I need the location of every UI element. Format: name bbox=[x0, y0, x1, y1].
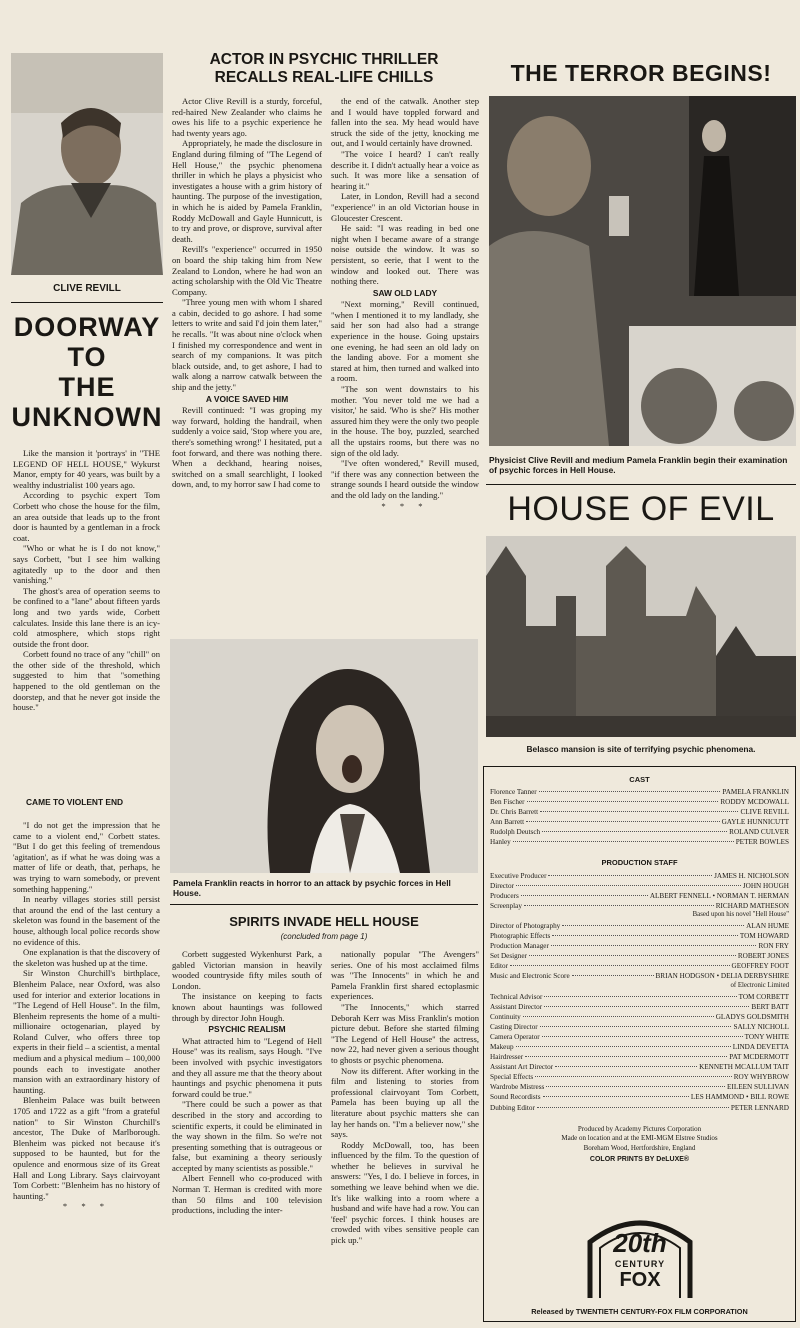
cast-list bbox=[490, 787, 789, 848]
credit-name: PETER BOWLES bbox=[735, 838, 789, 847]
credit-role: Photographic Effects bbox=[490, 932, 551, 941]
credit-name: PAT MCDERMOTT bbox=[729, 1053, 789, 1062]
credit-row bbox=[490, 1042, 789, 1052]
paragraph: "The son went downstairs to his mother. 'You never told me we had a visitor,' he said. 'Who is she?' His mother assured him they were the only two people in the house. The boy, puzzled, searched all the upstairs rooms, but there was no sign of the old lady. bbox=[331, 384, 479, 458]
terror-headline: THE TERROR BEGINS! bbox=[510, 60, 772, 86]
credit-row bbox=[490, 1062, 789, 1072]
paragraph: "Who or what he is I do not know," says Corbett, "but I see him walking agitatedly up to the door and then vanishing." bbox=[13, 543, 160, 586]
paragraph: Later, in London, Revill had a second "experience" in an old Victorian house in Gloucester Crescent. bbox=[331, 191, 479, 223]
credit-row bbox=[490, 1002, 789, 1012]
leader-dots bbox=[516, 885, 741, 886]
credit-row bbox=[490, 797, 789, 807]
leader-dots bbox=[510, 965, 730, 966]
credit-name: BERT BATT bbox=[751, 1002, 789, 1011]
screenplay-note: Based upon his novel "Hell House" bbox=[692, 910, 789, 918]
credit-name: BRIAN HODGSON • DELIA DERBYSHIRE bbox=[655, 972, 789, 981]
paragraph: Sir Winston Churchill's birthplace, Blenheim Palace, near Oxford, was also used for interior and exterior locations in "The Legend of Hell House". In the film, Blenheim represents the home of a multi-millionaire octogenarian, played by Roland Culver, who offers three top experts in their field – a scientist, a mental medium and a physical medium – 100,000 pounds each to investigate another mansion with an extraordinary history of haunting. bbox=[13, 968, 160, 1095]
paragraph: Corbett suggested Wykenhurst Park, a gabled Victorian mansion in heavily wooded countryside fifty miles south of London. bbox=[172, 949, 322, 991]
voice-saved-subhead: A VOICE SAVED HIM bbox=[205, 393, 289, 404]
credit-row bbox=[490, 881, 789, 891]
released-by: Released by TWENTIETH CENTURY-FOX FILM CORPORATION bbox=[531, 1307, 748, 1316]
headline-line-4: UNKNOWN bbox=[11, 402, 163, 432]
leader-dots bbox=[535, 1076, 732, 1077]
saw-old-lady-subhead: SAW OLD LADY bbox=[372, 287, 438, 298]
leader-dots bbox=[529, 955, 736, 956]
credit-row bbox=[490, 931, 789, 941]
actor-headline-line-2: RECALLS REAL-LIFE CHILLS bbox=[214, 69, 434, 86]
franklin-caption: Pamela Franklin reacts in horror to an attack by psychic forces in Hell House. bbox=[173, 878, 451, 898]
paragraph: Actor Clive Revill is a sturdy, forceful, red-haired New Zealander who claims he owes his life to a psychic experience he had twenty years ago. bbox=[172, 96, 322, 138]
clive-revill-caption: CLIVE REVILL bbox=[53, 283, 121, 294]
credit-name: RICHARD MATHESON bbox=[715, 901, 789, 910]
credit-name: TONY WHITE bbox=[744, 1032, 789, 1041]
paragraph: Corbett found no trace of any "chill" on the other side of the threshold, which suggested to him that "something happened to the old gentleman on the doorstep, and that he never got inside the house." bbox=[13, 649, 160, 713]
leader-dots bbox=[527, 801, 719, 802]
credits-box bbox=[483, 766, 796, 1322]
staff-title: PRODUCTION STAFF bbox=[601, 857, 678, 867]
paragraph: "I've often wondered," Revill mused, "if there was any connection between the strange sounds I heard outside the window and the old lady on the landing." bbox=[331, 458, 479, 500]
credit-row bbox=[490, 891, 789, 901]
logo-fox: FOX bbox=[619, 1269, 661, 1291]
paragraph: According to psychic expert Tom Corbett who chose the house for the film, an area outside that leads up to the front door is haunted by a gentleman in a frock coat. bbox=[13, 490, 160, 543]
evil-caption: Belasco mansion is site of terrifying psychic phenomena. bbox=[526, 744, 756, 754]
terror-image bbox=[489, 96, 796, 446]
leader-dots bbox=[551, 945, 757, 946]
credit-row bbox=[490, 1072, 789, 1082]
paragraph: Revill continued: "I was groping my way forward, holding the handrail, when suddenly a voice said, 'Stop where you are, there's something wrong!' I hesitated, put a foot forward, and there was nothing there. When a deckhand, hearing noises, switched on a small searchlight, I looked down, and, to my horror saw I had come to bbox=[172, 405, 322, 490]
logo-century: CENTURY bbox=[614, 1259, 666, 1269]
credit-role: Sound Recordists bbox=[490, 1093, 541, 1102]
doorway-headline bbox=[11, 312, 163, 432]
credit-name: RON FRY bbox=[758, 942, 789, 951]
violent-end-subhead: CAME TO VIOLENT END bbox=[26, 797, 124, 807]
leader-dots bbox=[544, 996, 736, 997]
credit-row bbox=[490, 1022, 789, 1032]
credit-role: Rudolph Deutsch bbox=[490, 828, 541, 837]
credit-row bbox=[490, 807, 789, 817]
logo-20th: 20th bbox=[613, 1228, 667, 1258]
leader-dots bbox=[548, 875, 712, 876]
credit-role: Screenplay bbox=[490, 901, 522, 910]
credit-row bbox=[490, 961, 789, 971]
credit-name: GEOFFREY FOOT bbox=[731, 962, 789, 971]
paragraph: "Next morning," Revill continued, "when I mentioned it to my landlady, she said her son had also had a strange experience in the house. Going upstairs one evening, he had seen an old lady on the landing above. For a moment she stared at him, then turned and walked into a room. bbox=[331, 299, 479, 384]
headline-line-1: DOORWAY bbox=[13, 312, 161, 342]
leader-dots bbox=[523, 1016, 714, 1017]
credit-name: TOM CORBETT bbox=[738, 992, 789, 1001]
production-info bbox=[490, 1125, 789, 1165]
paragraph: He said: "I was reading in bed one night when I became aware of a strange noise outside the window. It was so persistent, so eerie, that I went to the window and looked out. There was nothing there. bbox=[331, 223, 479, 287]
credit-name: ROY WHYBROW bbox=[733, 1073, 789, 1082]
credit-role: Editor bbox=[490, 962, 508, 971]
right-divider bbox=[486, 484, 796, 485]
credit-name: LES HAMMOND • BILL ROWE bbox=[690, 1093, 789, 1102]
credit-role: Dubbing Editor bbox=[490, 1103, 535, 1112]
left-divider bbox=[11, 302, 163, 303]
psychic-realism-subhead: PSYCHIC REALISM bbox=[208, 1024, 286, 1035]
credit-role: Special Effects bbox=[490, 1073, 534, 1082]
music-note: of Electronic Limited bbox=[730, 981, 789, 989]
actor-article-col-2 bbox=[331, 96, 479, 511]
credit-name: ALAN HUME bbox=[746, 921, 789, 930]
credit-name: SALLY NICHOLL bbox=[733, 1022, 789, 1031]
color-prints: COLOR PRINTS BY DeLUXE® bbox=[589, 1156, 690, 1164]
credit-role: Hairdresser bbox=[490, 1053, 524, 1062]
credit-row bbox=[490, 951, 789, 961]
franklin-image bbox=[170, 639, 478, 873]
credit-role: Makeup bbox=[490, 1042, 514, 1051]
credit-name: KENNETH MCALLUM TAIT bbox=[699, 1063, 789, 1072]
leader-dots bbox=[546, 1086, 725, 1087]
credit-row bbox=[490, 787, 789, 797]
credit-row bbox=[490, 1052, 789, 1062]
leader-dots bbox=[562, 925, 744, 926]
clive-revill-photo bbox=[11, 53, 163, 275]
doorway-article-body bbox=[13, 448, 160, 713]
credit-role: Set Designer bbox=[490, 952, 527, 961]
cast-title: CAST bbox=[629, 775, 650, 784]
credit-role: Technical Advisor bbox=[490, 992, 543, 1001]
paragraph: Blenheim Palace was built between 1705 and 1722 as a gift "from a grateful nation" to Sir Winston Churchill's ancestor, The Duke of Marlborough. Blenheim was picked not because it's supposed to be haunted, but for the opulence and enormous size of its Great Hall and Long Library. Says clairvoyant Tom Corbett: "Blenheim has no history of haunting." bbox=[13, 1095, 160, 1201]
doorway-article-body-2 bbox=[13, 820, 160, 1212]
spirits-article-col-2 bbox=[331, 949, 479, 1246]
spirits-article-col-1 bbox=[172, 949, 322, 1216]
credit-role: Camera Operator bbox=[490, 1032, 540, 1041]
credit-row bbox=[490, 901, 789, 911]
credit-role: Assistant Director bbox=[490, 1002, 543, 1011]
credit-name: ROBERT JONES bbox=[737, 952, 789, 961]
paragraph: "Three young men with whom I shared a cabin, decided to go ashore. I had some letters to write and said I'd join them later," he recalls. "It was about nine o'clock when I finished my correspondence and went in search of my companions. It was pitch black outside, and, to get ashore, I had to walk along a narrow catwalk between the ship and the jetty." bbox=[172, 297, 322, 393]
credit-name: TOM HOWARD bbox=[739, 932, 789, 941]
credit-row bbox=[490, 971, 789, 981]
leader-dots bbox=[543, 1096, 689, 1097]
mid-divider bbox=[170, 904, 478, 905]
leader-dots bbox=[552, 935, 737, 936]
leader-dots bbox=[526, 821, 719, 822]
credit-name: ROLAND CULVER bbox=[729, 828, 789, 837]
credit-role: Ben Fischer bbox=[490, 798, 525, 807]
leader-dots bbox=[555, 1066, 697, 1067]
made-on-location: Made on location and at the EMI-MGM Elstree Studios bbox=[561, 1134, 718, 1143]
credit-role: Assistant Art Director bbox=[490, 1063, 554, 1072]
paragraph: "The voice I heard? I can't really describe it. I didn't actually hear a voice as such. It was more like a sensation of hearing it." bbox=[331, 148, 479, 191]
paragraph: One explanation is that the discovery of the skeleton was hushed up at the time. bbox=[13, 947, 160, 968]
credit-row bbox=[490, 837, 789, 847]
spirits-headline: SPIRITS INVADE HELL HOUSE bbox=[229, 914, 419, 929]
credit-role: Director of Photography bbox=[490, 921, 561, 930]
credit-row bbox=[490, 1103, 789, 1113]
credit-name: JOHN HOUGH bbox=[742, 881, 789, 890]
portrait-image bbox=[11, 53, 163, 275]
mansion-image bbox=[486, 536, 796, 737]
leader-dots bbox=[540, 1026, 732, 1027]
location: Boreham Wood, Hertfordshire, England bbox=[583, 1143, 696, 1152]
credit-row bbox=[490, 992, 789, 1002]
leader-dots bbox=[537, 1107, 729, 1108]
credit-name: PAMELA FRANKLIN bbox=[722, 788, 789, 796]
actor-headline bbox=[170, 51, 478, 87]
credit-role: Dr. Chris Barrett bbox=[490, 808, 539, 817]
headline-line-2: TO bbox=[67, 342, 107, 372]
actor-article-col-1 bbox=[172, 96, 322, 490]
credit-name: GLADYS GOLDSMITH bbox=[715, 1012, 789, 1021]
leader-dots bbox=[516, 1046, 731, 1047]
credit-name: EILEEN SULLIVAN bbox=[727, 1083, 789, 1092]
leader-dots bbox=[539, 791, 721, 792]
fox-logo bbox=[584, 1212, 696, 1300]
credit-row bbox=[490, 1092, 789, 1102]
leader-dots bbox=[544, 1006, 749, 1007]
credit-row bbox=[490, 921, 789, 931]
credit-role: Music and Electronic Score bbox=[490, 972, 570, 981]
leader-dots bbox=[521, 895, 648, 896]
credit-role: Hanley bbox=[490, 838, 511, 847]
credit-role: Executive Producer bbox=[490, 871, 547, 880]
terror-photo bbox=[489, 96, 796, 446]
leader-dots bbox=[525, 1056, 727, 1057]
credit-row bbox=[490, 1082, 789, 1092]
credit-row bbox=[490, 941, 789, 951]
paragraph: Appropriately, he made the disclosure in England during filming of "The Legend of Hell House," the psychic phenomena thriller in which he plays a physicist who investigates a house with a grim history of haunting. The purpose of the investigation, in which he is aided by Pamela Franklin, Roddy McDowall and Gayle Hunnicutt, is to try and prove, or disprove, survival after death. bbox=[172, 138, 322, 244]
franklin-photo bbox=[170, 639, 478, 873]
paragraph: Revill's "experience" occurred in 1950 on board the ship taking him from New Zealand to London, where he had won an acting scholarship with the Old Vic Theatre Company. bbox=[172, 244, 322, 297]
staff-list-a bbox=[490, 871, 789, 911]
leader-dots bbox=[542, 1036, 743, 1037]
paragraph: nationally popular "The Avengers" series. One of his most acclaimed films was "The Innocents" in which he and Pamela Franklin first shared ectoplasmic experiences. bbox=[331, 949, 479, 1002]
actor-headline-line-1: ACTOR IN PSYCHIC THRILLER bbox=[209, 51, 439, 68]
staff-list-c bbox=[490, 992, 789, 1113]
credit-name: RODDY MCDOWALL bbox=[720, 798, 789, 807]
staff-list-b bbox=[490, 921, 789, 982]
credit-row bbox=[490, 1012, 789, 1022]
credit-row bbox=[490, 817, 789, 827]
credit-role: Director bbox=[490, 881, 514, 890]
paragraph: What attracted him to "Legend of Hell House" was its realism, says Hough. "I've been involved with psychic investigators and they all assure me that the theory about hauntings and psychic phenomena it puts forward could be true." bbox=[172, 1035, 322, 1099]
paragraph: the end of the catwalk. Another step and I would have toppled forward and fallen into the sea. My head would have struck the side of the jetty, knocking me out, and I would certainly have drowned. bbox=[331, 96, 479, 149]
credit-name: ALBERT FENNELL • NORMAN T. HERMAN bbox=[649, 891, 789, 900]
leader-dots bbox=[524, 905, 714, 906]
credits-inner bbox=[490, 775, 789, 1165]
credit-role: Production Manager bbox=[490, 942, 549, 951]
headline-line-3: THE bbox=[58, 372, 116, 402]
credit-role: Ann Barrett bbox=[490, 818, 525, 827]
credit-row bbox=[490, 871, 789, 881]
end-stars: * * * bbox=[62, 1201, 111, 1212]
paragraph: Roddy McDowall, too, has been influenced by the film. To the question of whether he believes in survival he answers: "Yes, I do. I believe in forces, in something we leave behind when we die. It's like walking into a room where a husband and wife have had a row. You can 'feel' psychic forces. I think houses are crowded with vibes sensitive people can pick up." bbox=[331, 1139, 479, 1246]
credit-role: Florence Tanner bbox=[490, 788, 537, 796]
spirits-concluded: (concluded from page 1) bbox=[280, 932, 368, 941]
paragraph: "There could be such a power as that described in the story and according to scientific experts, it could be eliminated in the way shown in the film. So we're not presenting something that is outrageous or false, but examining a theory seriously accepted by many scientists as possible." bbox=[172, 1099, 322, 1173]
evil-headline: HOUSE OF EVIL bbox=[507, 490, 775, 528]
credit-role: Wardrobe Mistress bbox=[490, 1083, 545, 1092]
paragraph: Albert Fennell who co-produced with Norman T. Herman is credited with more than 50 films and 100 television productions, including the inter- bbox=[172, 1173, 322, 1216]
credit-name: JAMES H. NICHOLSON bbox=[714, 871, 789, 880]
paragraph: The ghost's area of operation seems to be confined to a "lane" about fifteen yards long and two yards wide, Corbett calculates. Inside this lane there is an icy-cold atmosphere, which stops right outside the front door. bbox=[13, 585, 160, 649]
credit-role: Producers bbox=[490, 891, 519, 900]
paragraph: The insistance on keeping to facts known about hauntings was followed through by director John Hough. bbox=[172, 991, 322, 1023]
credit-role: Casting Director bbox=[490, 1022, 538, 1031]
paragraph: In nearby villages stories still persist that around the end of the last century a skeleton was found in the basement of the house, although local police records show no evidence of this. bbox=[13, 894, 160, 947]
evil-photo bbox=[486, 536, 796, 737]
leader-dots bbox=[540, 811, 738, 812]
leader-dots bbox=[542, 831, 727, 832]
credit-row bbox=[490, 827, 789, 837]
paragraph: Like the mansion it 'portrays' in "THE LEGEND OF HELL HOUSE," Wykurst Manor, empty for 40 years, was built by a wealthy industrialist 100 years ago. bbox=[13, 448, 160, 490]
credit-name: GAYLE HUNNICUTT bbox=[721, 818, 789, 827]
credit-name: PETER LENNARD bbox=[730, 1103, 789, 1112]
credit-role: Continuity bbox=[490, 1012, 521, 1021]
credit-name: LINDA DEVETTA bbox=[732, 1042, 789, 1051]
credit-row bbox=[490, 1032, 789, 1042]
end-stars: * * * bbox=[381, 500, 429, 511]
credit-name: CLIVE REVILL bbox=[740, 808, 789, 817]
paragraph: Now its different. After working in the film and listening to stories from professional clairvoyant Tom Corbett, Pamela has been buying up all the literature about psychic matters she can lay her hands on. "I'm a believer now," she says. bbox=[331, 1065, 479, 1140]
paragraph: "The Innocents," which starred Deborah Kerr was Miss Franklin's motion picture debut. Before she started filming "The Legend of Hell House" the actress, now 22, had never given a serious thought to ghosts or psychic phenomena. bbox=[331, 1001, 479, 1065]
leader-dots bbox=[513, 841, 734, 842]
paragraph: "I do not get the impression that he came to a violent end," Corbett states. "But I do get this feeling of tremendous 'agitation', as if what he was doing was a matter of life or death, that, perhaps, he was trying to warn somebody, or prevent something happening." bbox=[13, 820, 160, 894]
leader-dots bbox=[572, 975, 654, 976]
produced-by: Produced by Academy Pictures Corporation bbox=[577, 1124, 702, 1133]
terror-caption: Physicist Clive Revill and medium Pamela Franklin begin their examination of psychic forces in Hell House. bbox=[489, 455, 788, 475]
